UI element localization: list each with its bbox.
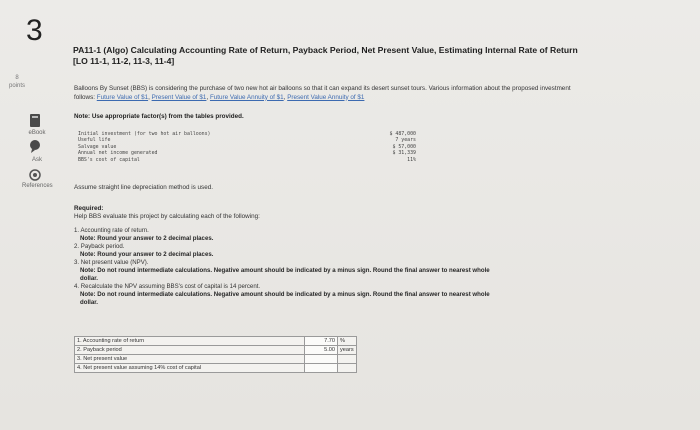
required-item: 2. Payback period.	[74, 243, 125, 250]
required-item-note: Note: Do not round intermediate calculations. Negative amount should be indicated by a minus sign. Round the final answer to nearest whole dollar.	[80, 267, 490, 282]
references-label[interactable]: References	[22, 183, 53, 189]
answer-table	[74, 336, 357, 373]
intro-paragraph: Balloons By Sunset (BBS) is considering the purchase of two new hot air balloons so that it can expand its desert sunset tours. Various information about the proposed investment follows: Future Value of $1, Present Value of $1, Future Value Annuity of $1, Present Value Annuity of $1	[74, 85, 571, 101]
answer-row	[75, 355, 357, 364]
answer-input[interactable]: 7.70	[305, 337, 338, 346]
data-label: Useful life	[78, 137, 111, 144]
data-value: $ 57,000	[392, 143, 416, 150]
answer-input[interactable]: 5.00	[305, 346, 338, 355]
answer-unit	[338, 355, 357, 364]
link-present-value[interactable]: Present Value of $1	[151, 93, 207, 101]
required-item: 4. Recalculate the NPV assuming BBS's cost of capital is 14 percent.	[74, 283, 261, 290]
answer-unit	[338, 364, 357, 373]
data-label: Initial investment (for two hot air balloons)	[78, 131, 211, 137]
answer-input[interactable]	[305, 364, 338, 373]
question-title: PA11-1 (Algo) Calculating Accounting Rate of Return, Payback Period, Net Present Value, Estimating Internal Rate of Return [LO 11-1, 11-2, 11-3, 11-4]	[73, 45, 578, 66]
factor-note: Note: Use appropriate factor(s) from the tables provided.	[74, 113, 244, 120]
data-label: Annual net income generated	[78, 150, 158, 157]
required-item-note: Note: Round your answer to 2 decimal places.	[80, 251, 214, 258]
answer-label: 1. Accounting rate of return	[75, 337, 305, 346]
link-future-value[interactable]: Future Value of $1	[96, 93, 149, 101]
answer-label: 3. Net present value	[75, 355, 305, 364]
required-instruction: Help BBS evaluate this project by calculating each of the following:	[74, 213, 260, 221]
ask-label[interactable]: Ask	[31, 157, 42, 163]
data-value: $ 31,339	[392, 150, 416, 157]
link-present-value-annuity[interactable]: Present Value Annuity of $1	[287, 93, 365, 101]
answer-row	[75, 346, 357, 355]
required-item: 3. Net present value (NPV).	[74, 259, 149, 266]
required-item: 1. Accounting rate of return.	[74, 227, 149, 234]
answer-input[interactable]	[305, 355, 338, 364]
ask-icon[interactable]	[28, 139, 42, 155]
data-label: Salvage value	[78, 143, 117, 150]
answer-row	[75, 337, 357, 346]
points-label: 8 points	[9, 75, 26, 89]
intro-text: Balloons By Sunset (BBS) is considering the purchase of two new hot air balloons so that it can expand its desert sunset tours. Various information about the proposed investment follows:	[74, 85, 571, 101]
data-value: 11%	[407, 156, 416, 163]
ebook-label[interactable]: eBook	[28, 130, 46, 136]
answer-label: 4. Net present value assuming 14% cost of capital	[75, 364, 305, 373]
ebook-icon[interactable]	[28, 113, 42, 129]
answer-row	[75, 364, 357, 373]
required-item-note: Note: Do not round intermediate calculations. Negative amount should be indicated by a minus sign. Round the final answer to nearest whole dollar.	[80, 291, 490, 306]
answer-label: 2. Payback period	[75, 346, 305, 355]
question-number: 3	[26, 14, 43, 47]
answer-unit: %	[338, 337, 357, 346]
required-item-note: Note: Round your answer to 2 decimal places.	[80, 235, 214, 242]
required-section	[74, 205, 454, 222]
link-future-value-annuity[interactable]: Future Value Annuity of $1	[209, 93, 284, 101]
assumption-text: Assume straight line depreciation method is used.	[74, 184, 213, 191]
references-icon[interactable]	[28, 168, 42, 182]
data-value: $ 487,000	[389, 131, 416, 137]
investment-data-labels	[78, 131, 398, 163]
answer-unit: years	[338, 346, 357, 355]
investment-data-values	[356, 131, 416, 163]
data-value: 7 years	[395, 137, 416, 144]
required-list	[74, 227, 494, 307]
required-heading: Required:	[74, 205, 104, 212]
data-label: BBS's cost of capital	[78, 156, 140, 163]
